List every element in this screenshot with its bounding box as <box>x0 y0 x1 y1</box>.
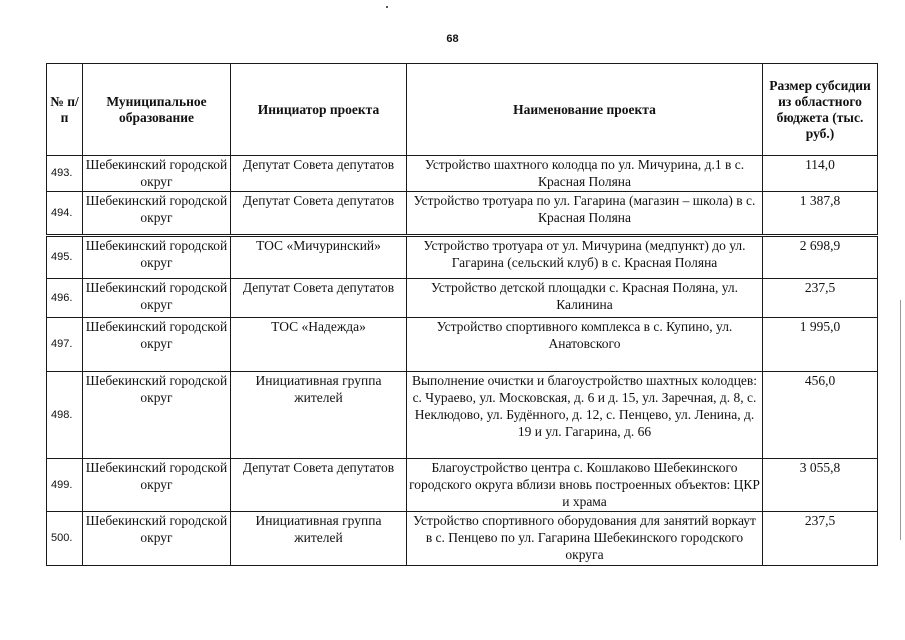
table-header-row <box>47 64 878 156</box>
header-subsidy: Размер субсидии из областного бюджета (тыс. руб.) <box>763 64 878 156</box>
row-initiator: Депутат Совета депутатов <box>231 279 407 318</box>
row-municipality: Шебекинский городской округ <box>83 192 231 236</box>
row-amount: 114,0 <box>763 156 878 192</box>
row-num: 493. <box>47 156 83 192</box>
row-project: Устройство тротуара по ул. Гагарина (магазин – школа) в с. Красная Поляна <box>407 192 763 236</box>
header-initiator: Инициатор проекта <box>231 64 407 156</box>
header-municipality: Муниципальное образование <box>83 64 231 156</box>
row-num: 499. <box>47 459 83 512</box>
row-project: Благоустройство центра с. Кошлаково Шебекинского городского округа вблизи вновь построенных объектов: ЦКР и храма <box>407 459 763 512</box>
row-project: Устройство шахтного колодца по ул. Мичурина, д.1 в с. Красная Поляна <box>407 156 763 192</box>
row-project: Устройство спортивного комплекса в с. Купино, ул. Анатовского <box>407 318 763 372</box>
row-amount: 456,0 <box>763 372 878 459</box>
row-amount: 3 055,8 <box>763 459 878 512</box>
row-num: 494. <box>47 192 83 236</box>
row-initiator: Инициативная группа жителей <box>231 512 407 566</box>
row-initiator: Депутат Совета депутатов <box>231 459 407 512</box>
table-row <box>47 318 878 372</box>
table-row <box>47 459 878 512</box>
row-initiator: Инициативная группа жителей <box>231 372 407 459</box>
table-row <box>47 192 878 236</box>
header-num: № п/п <box>47 64 83 156</box>
subsidy-table <box>46 63 878 566</box>
row-municipality: Шебекинский городской округ <box>83 512 231 566</box>
scan-speck <box>386 6 388 8</box>
row-num: 500. <box>47 512 83 566</box>
row-num: 495. <box>47 236 83 279</box>
row-municipality: Шебекинский городской округ <box>83 318 231 372</box>
table-row <box>47 512 878 566</box>
table-row <box>47 236 878 279</box>
row-amount: 237,5 <box>763 279 878 318</box>
row-num: 496. <box>47 279 83 318</box>
scan-edge-line <box>900 300 901 540</box>
row-project: Устройство детской площадки с. Красная Поляна, ул. Калинина <box>407 279 763 318</box>
row-project: Устройство спортивного оборудования для занятий воркаут в с. Пенцево по ул. Гагарина Шебекинского городского округа <box>407 512 763 566</box>
row-municipality: Шебекинский городской округ <box>83 156 231 192</box>
row-initiator: Депутат Совета депутатов <box>231 156 407 192</box>
row-municipality: Шебекинский городской округ <box>83 372 231 459</box>
row-initiator: ТОС «Мичуринский» <box>231 236 407 279</box>
table-row <box>47 156 878 192</box>
table-row <box>47 279 878 318</box>
row-municipality: Шебекинский городской округ <box>83 459 231 512</box>
row-num: 498. <box>47 372 83 459</box>
row-amount: 1 387,8 <box>763 192 878 236</box>
table-row <box>47 372 878 459</box>
row-num: 497. <box>47 318 83 372</box>
row-amount: 237,5 <box>763 512 878 566</box>
row-amount: 1 995,0 <box>763 318 878 372</box>
row-municipality: Шебекинский городской округ <box>83 236 231 279</box>
row-amount: 2 698,9 <box>763 236 878 279</box>
row-project: Выполнение очистки и благоустройство шахтных колодцев: с. Чураево, ул. Московская, д. 6 и д. 15, ул. Заречная, д. 8, с. Неклюдово, ул. Будённого, д. 12, с. Пенцево, ул. Ленина, д. 19 и ул. Гагарина, д. 66 <box>407 372 763 459</box>
page-number: 68 <box>446 33 459 45</box>
row-initiator: ТОС «Надежда» <box>231 318 407 372</box>
row-initiator: Депутат Совета депутатов <box>231 192 407 236</box>
row-project: Устройство тротуара от ул. Мичурина (медпункт) до ул. Гагарина (сельский клуб) в с. Красная Поляна <box>407 236 763 279</box>
row-municipality: Шебекинский городской округ <box>83 279 231 318</box>
header-project: Наименование проекта <box>407 64 763 156</box>
